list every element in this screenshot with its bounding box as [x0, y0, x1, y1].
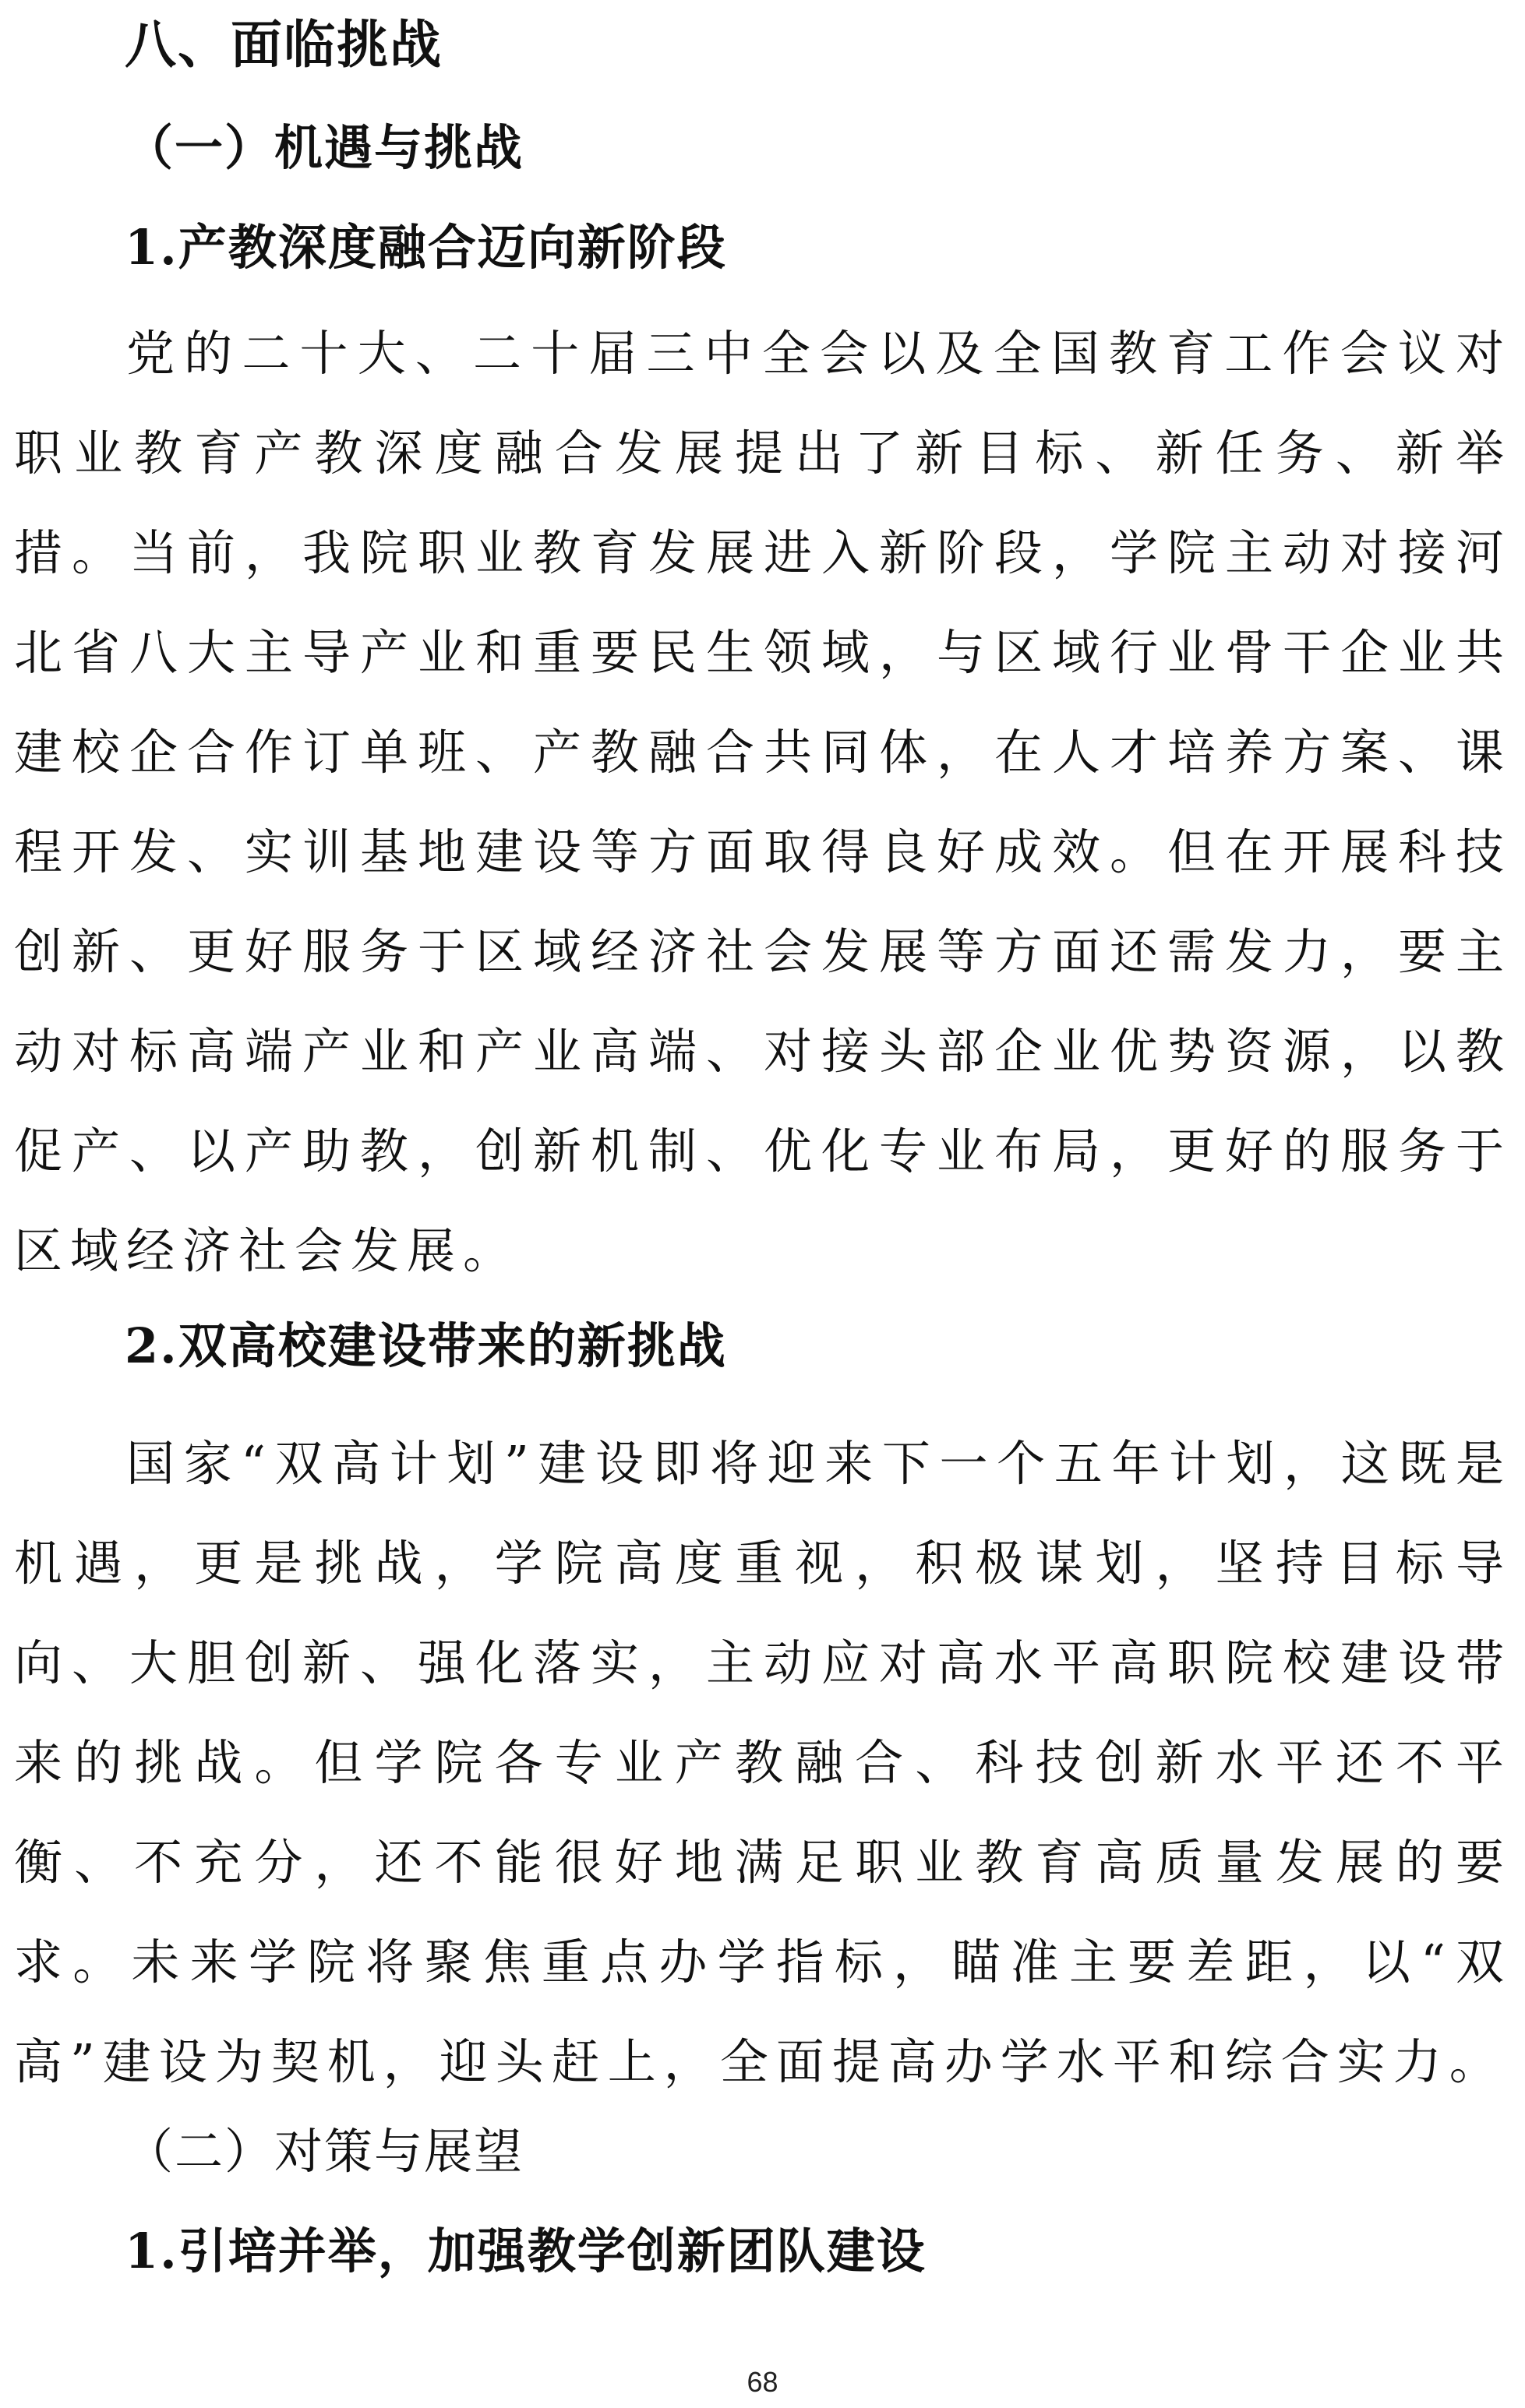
- subsection-heading-opportunities: （一）机遇与挑战: [125, 119, 524, 176]
- page-number: 68: [747, 2366, 778, 2398]
- section-heading: 八、面临挑战: [125, 15, 443, 75]
- paragraph-double-high: 国家“双高计划”建设即将迎来下一个五年计划，这既是机遇，更是挑战，学院高度重视，积极谋划，坚持目标导向、大胆创新、强化落实，主动应对高水平高职院校建设带来的挑战。但学院各专业产教融合、科技创新水平还不平衡、不充分，还不能很好地满足职业教育高质量发展的要求。未来学院将聚焦重点办学指标，瞄准主要差距，以“双高”建设为契机，迎头赶上，全面提高办学水平和综合实力。: [14, 1435, 1512, 2090]
- item-heading-integration: 1.产教深度融合迈向新阶段: [125, 219, 727, 276]
- paragraph-integration: 党的二十大、二十届三中全会以及全国教育工作会议对职业教育产教深度融合发展提出了新目标、新任务、新举措。当前，我院职业教育发展进入新阶段，学院主动对接河北省八大主导产业和重要民生领域，与区域行业骨干企业共建校企合作订单班、产教融合共同体，在人才培养方案、课程开发、实训基地建设等方面取得良好成效。但在开展科技创新、更好服务于区域经济社会发展等方面还需发力，要主动对标高端产业和产业高端、对接头部企业优势资源，以教促产、以产助教，创新机制、优化专业布局，更好的服务于区域经济社会发展。: [14, 325, 1512, 1279]
- item-heading-teaching-team: 1.引培并举，加强教学创新团队建设: [125, 2223, 927, 2279]
- item-heading-double-high: 2.双高校建设带来的新挑战: [125, 1317, 727, 1374]
- subsection-heading-countermeasures: （二）对策与展望: [125, 2123, 524, 2180]
